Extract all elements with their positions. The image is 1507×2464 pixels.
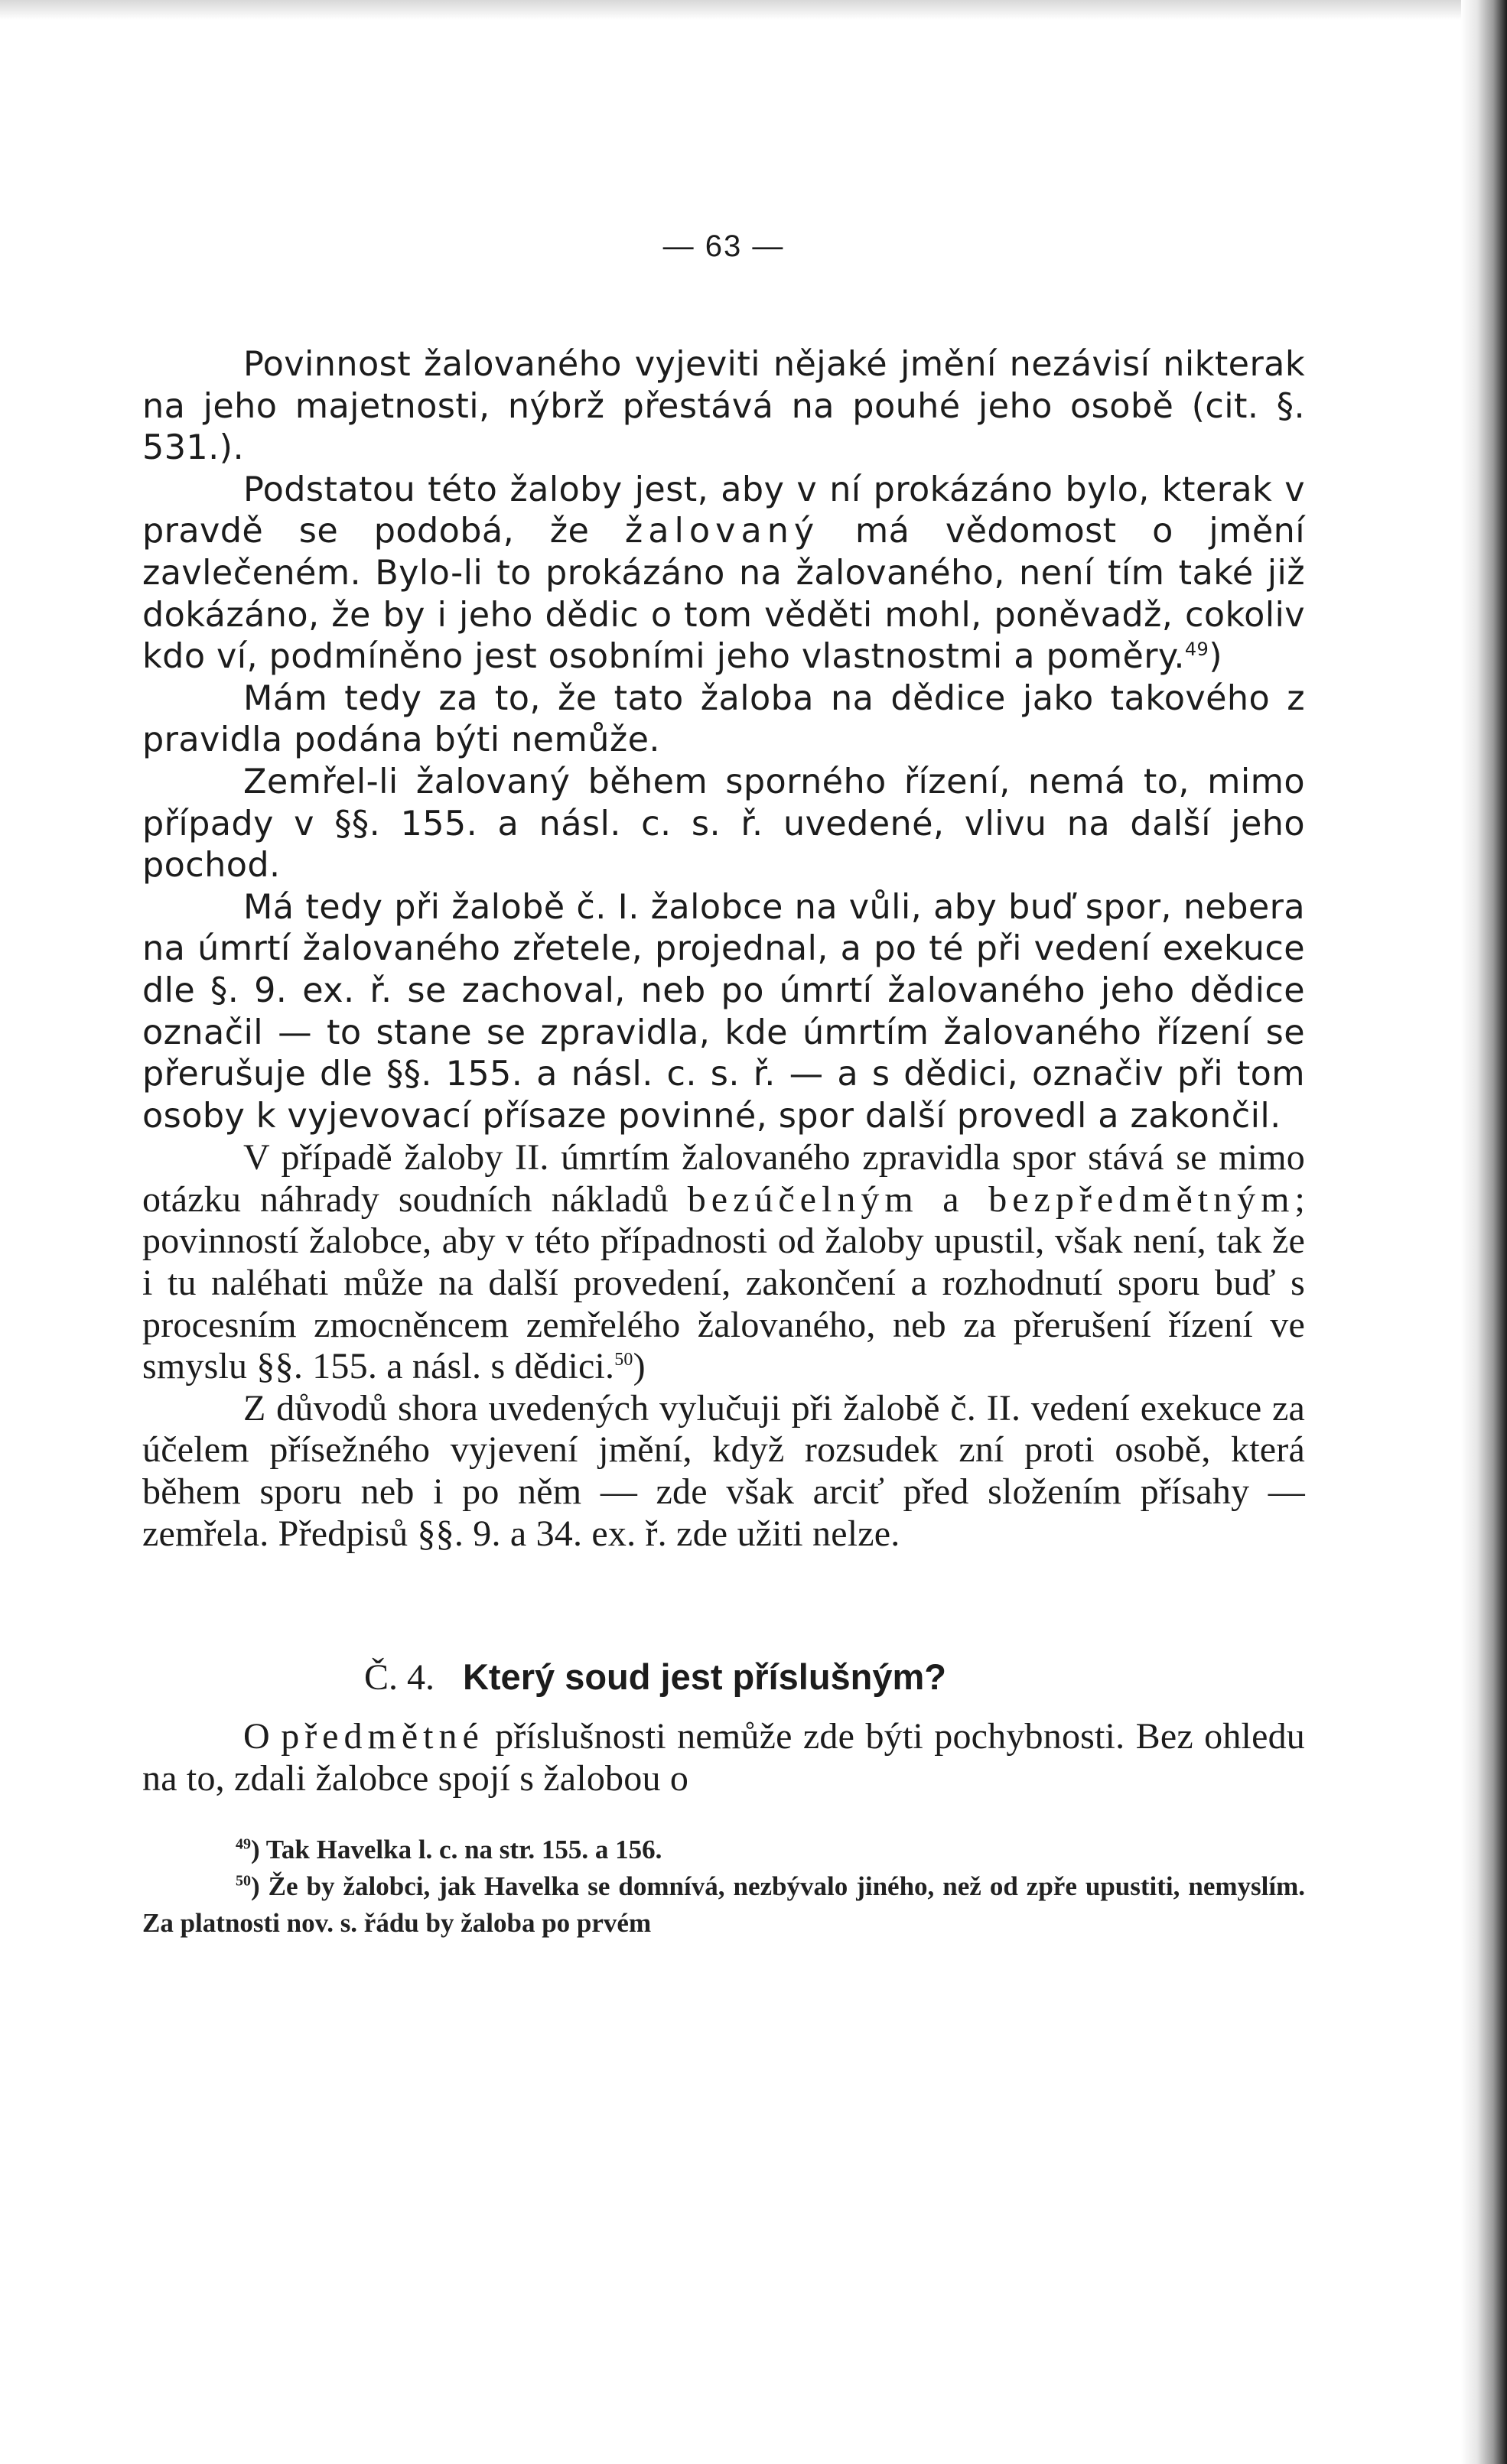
text-run: Z důvodů shora uvedených vylučuji při žalobě č. II. vedení exekuce za účelem přísežného vyjevení jmění, když rozsudek zní proti osobě, která během sporu neb i po něm — zde však arciť před složením přísahy — zemřela. Předpisů §§. 9. a 34. ex. ř. zde užiti nelze. (142, 1387, 1305, 1554)
paragraph (142, 470, 1305, 678)
paragraph (142, 1716, 1305, 1799)
paragraph (142, 887, 1305, 1138)
paragraph (142, 762, 1305, 887)
scan-shadow-top (0, 0, 1507, 20)
text-run: V případě žaloby II. úmrtím žalovaného zpravidla spor stává se mimo otázku náhrady soudních nákladů (142, 1137, 1305, 1220)
footnote (142, 1868, 1305, 1942)
footnote-marker: 49 (236, 1835, 251, 1853)
emphasis-spaced: žalovaný (624, 512, 820, 551)
text-run: má vědomost o jmění zavlečeném. Bylo-li to prokázáno na žalovaného, není tím také již dokázáno, že by i jeho dědic o tom věděti mohl, poněvadž, cokoliv kdo ví, podmíněno jest osobními jeho vlastnostmi a poměry. (142, 512, 1305, 677)
footnote-marker: 50 (236, 1872, 251, 1890)
section-heading (142, 1654, 1305, 1701)
page-number: — 63 — (662, 229, 785, 263)
footnote-ref: 49 (1184, 639, 1209, 661)
paragraph (142, 1137, 1305, 1388)
body-text (142, 344, 1305, 1555)
emphasis-spaced: předmětné (281, 1716, 484, 1757)
paragraph (142, 678, 1305, 762)
paragraph (142, 1388, 1305, 1555)
footnote-text: ) Tak Havelka l. c. na str. 155. a 156. (251, 1835, 662, 1865)
footnote (142, 1832, 1305, 1868)
footnote-text: ) Že by žalobci, jak Havelka se domnívá, nezbývalo jiného, než od zpře upustiti, nemyslím. Za platnosti nov. s. řádu by žaloba po prvém (142, 1871, 1305, 1939)
footnote-ref: 50 (614, 1350, 633, 1370)
section-title: Který soud jest příslušným? (462, 1656, 947, 1698)
text-run: Povinnost žalovaného vyjeviti nějaké jmění nezávisí nikterak na jeho majetnosti, nýbrž přestává na pouhé jeho osobě (cit. §. 531.). (142, 345, 1305, 468)
text-run: Mám tedy za to, že tato žaloba na dědice jako takového z pravidla podána býti nemůže. (142, 678, 1305, 760)
paragraph (142, 344, 1305, 470)
text-run: Podstatou této žaloby jest, aby v ní prokázáno bylo, kterak v pravdě se podobá, že (142, 470, 1305, 551)
emphasis-spaced: bezúčelným a bezpředmětným (687, 1178, 1295, 1220)
book-page (142, 229, 1305, 1942)
section-number: Č. 4. (364, 1657, 435, 1698)
text-run: O (243, 1716, 282, 1757)
text-run: příslušnosti nemůže zde býti pochybnosti. Bez ohledu na to, zdali žalobce spojí s žalobou o (142, 1716, 1305, 1799)
scan-shadow-right (1461, 0, 1507, 2464)
text-run: Zemřel-li žalovaný během sporného řízení, nemá to, mimo případy v §§. 155. a násl. c. s. ř. uvedené, vlivu na další jeho pochod. (142, 762, 1305, 886)
text-run: ; povinností žalobce, aby v této případnosti od žaloby upustil, však není, tak že i tu naléhati může na další provedení, zakončení a rozhodnutí sporu buď s procesním zmocněncem zemřelého žalovaného, neb za přerušení řízení ve smyslu §§. 155. a násl. s dědici. (142, 1178, 1305, 1387)
section-text (142, 1716, 1305, 1799)
footnotes (142, 1832, 1305, 1942)
text-run: ) (1209, 637, 1222, 677)
text-run: Má tedy při žalobě č. I. žalobce na vůli, aby buď spor, nebera na úmrtí žalovaného zřetele, projednal, a po té při vedení exekuce dle §. 9. ex. ř. se zachoval, neb po úmrtí žalovaného jeho dědice označil — to stane se zpravidla, kde úmrtím žalovaného řízení se přerušuje dle §§. 155. a násl. c. s. ř. — a s dědici, označiv při tom osoby k vyjevovací přísaze povinné, spor další provedl a zakončil. (142, 887, 1305, 1136)
text-run: ) (633, 1346, 646, 1387)
